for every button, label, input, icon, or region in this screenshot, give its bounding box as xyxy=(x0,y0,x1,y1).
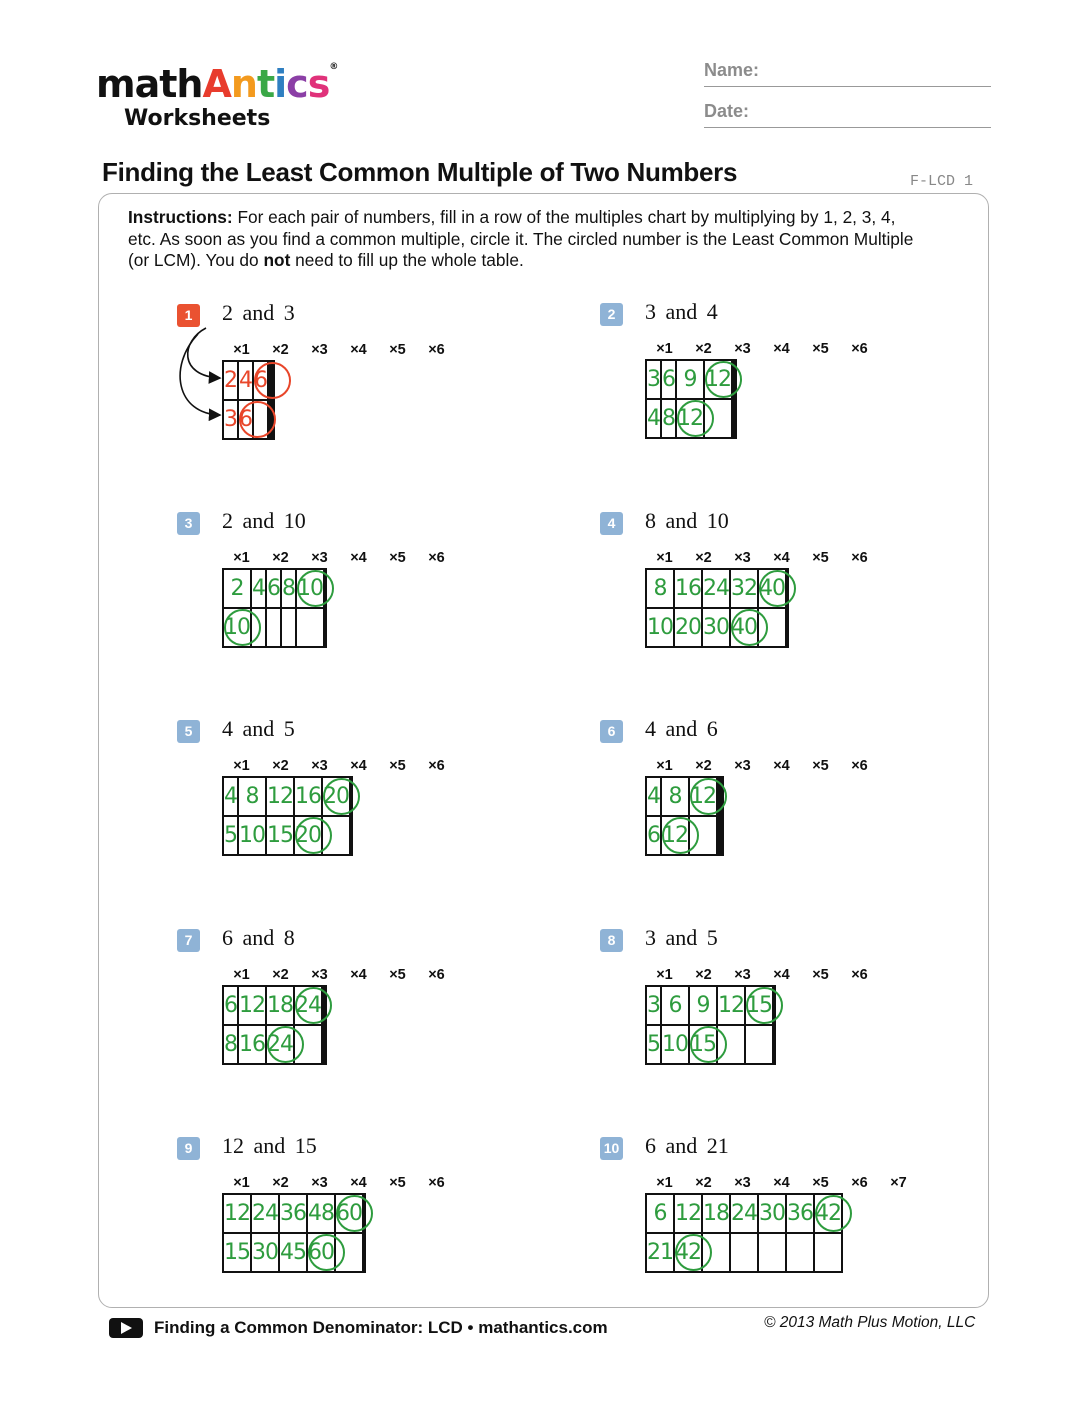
chart-cell[interactable]: 18 xyxy=(266,986,294,1025)
multiplier-label: ×2 xyxy=(695,1175,712,1191)
multiples-chart xyxy=(645,359,737,439)
multiplier-label: ×6 xyxy=(851,1175,868,1191)
chart-cell[interactable]: 10 xyxy=(223,608,251,647)
chart-cell[interactable] xyxy=(730,1233,758,1272)
multiples-chart xyxy=(222,568,327,648)
chart-cell[interactable]: 15 xyxy=(223,1233,251,1272)
multiplier-label: ×1 xyxy=(656,967,673,983)
chart-cell[interactable]: 6 xyxy=(646,816,661,855)
name-field[interactable] xyxy=(704,60,991,87)
logo-letter: c xyxy=(286,62,308,106)
problem-number-badge: 7 xyxy=(177,929,200,952)
problem-number-badge: 2 xyxy=(600,303,623,326)
chart-cell[interactable]: 40 xyxy=(730,608,758,647)
chart-row xyxy=(223,1025,326,1064)
chart-cell[interactable]: 12 xyxy=(266,777,294,816)
multiplier-label: ×3 xyxy=(311,967,328,983)
chart-cell[interactable] xyxy=(322,816,350,855)
chart-cell[interactable]: 10 xyxy=(661,1025,689,1064)
multiplier-label: ×5 xyxy=(812,967,829,983)
chart-cell[interactable]: 12 xyxy=(676,399,704,438)
chart-cell[interactable]: 5 xyxy=(223,816,238,855)
chart-cell[interactable]: 12 xyxy=(674,1194,702,1233)
chart-cell[interactable]: 42 xyxy=(814,1194,842,1233)
multiples-chart xyxy=(222,776,353,856)
chart-cell[interactable]: 42 xyxy=(674,1233,702,1272)
number-pair-label: 6 and 8 xyxy=(222,925,295,950)
chart-cell[interactable]: 16 xyxy=(238,1025,266,1064)
number-pair-label: 3 and 5 xyxy=(645,925,718,950)
math-antics-logo xyxy=(96,62,338,142)
chart-cell[interactable]: 10 xyxy=(646,608,674,647)
chart-cell[interactable]: 24 xyxy=(730,1194,758,1233)
multiplier-label: ×7 xyxy=(890,1175,907,1191)
chart-cell[interactable] xyxy=(251,608,266,647)
chart-row xyxy=(223,986,326,1025)
chart-cell[interactable]: 6 xyxy=(266,569,281,608)
multiplier-label: ×5 xyxy=(389,550,406,566)
chart-cell[interactable]: 8 xyxy=(661,777,689,816)
multiplier-label: ×5 xyxy=(389,758,406,774)
number-pair-label: 6 and 21 xyxy=(645,1133,729,1158)
multiplier-label: ×4 xyxy=(773,341,790,357)
chart-cell[interactable]: 24 xyxy=(251,1194,279,1233)
multiplier-label: ×5 xyxy=(389,1175,406,1191)
chart-cell[interactable]: 10 xyxy=(296,569,324,608)
chart-row xyxy=(646,816,723,855)
chart-cell[interactable]: 6 xyxy=(661,986,689,1025)
chart-cell[interactable]: 4 xyxy=(223,777,238,816)
multiplier-label: ×3 xyxy=(734,550,751,566)
chart-cell[interactable]: 48 xyxy=(307,1194,335,1233)
chart-row xyxy=(223,361,274,400)
problem-number-badge: 3 xyxy=(177,512,200,535)
copyright: © 2013 Math Plus Motion, LLC xyxy=(764,1314,976,1331)
multiplier-label: ×3 xyxy=(311,342,328,358)
chart-cell[interactable]: 8 xyxy=(238,777,266,816)
chart-cell[interactable] xyxy=(272,361,274,400)
chart-cell[interactable]: 12 xyxy=(223,1194,251,1233)
multiplier-label: ×5 xyxy=(812,1175,829,1191)
multiplier-label: ×6 xyxy=(428,342,445,358)
footer-link[interactable]: Finding a Common Denominator: LCD • mathantics.com xyxy=(154,1318,608,1337)
chart-cell[interactable]: 45 xyxy=(279,1233,307,1272)
chart-cell[interactable]: 4 xyxy=(238,361,253,400)
multiplier-label: ×3 xyxy=(734,758,751,774)
chart-cell[interactable]: 24 xyxy=(294,986,322,1025)
chart-row xyxy=(646,1025,775,1064)
multiplier-label: ×4 xyxy=(350,758,367,774)
instructions-text-a: For each pair of numbers, fill in a row of the multiples chart by multiplying by 1, 2, 3, 4, etc. As soon as you find a common multiple, circle it. The circled number is the Least Common Multiple (or LCM). You do xyxy=(128,207,914,271)
chart-cell[interactable]: 6 xyxy=(223,986,238,1025)
chart-cell[interactable] xyxy=(296,608,324,647)
chart-cell[interactable]: 20 xyxy=(294,816,322,855)
chart-cell[interactable]: 4 xyxy=(251,569,266,608)
multiples-chart xyxy=(222,1193,366,1273)
chart-row xyxy=(223,608,326,647)
chart-row xyxy=(646,1233,842,1272)
chart-cell[interactable]: 60 xyxy=(307,1233,335,1272)
arrow-to-row-2 xyxy=(180,334,220,415)
multiplier-label: ×6 xyxy=(851,550,868,566)
date-label: Date: xyxy=(704,101,750,121)
chart-cell[interactable] xyxy=(324,986,326,1025)
multiplier-label: ×2 xyxy=(695,550,712,566)
chart-cell[interactable]: 6 xyxy=(646,1194,674,1233)
multiplier-label: ×2 xyxy=(695,341,712,357)
number-pair-label: 2 and 10 xyxy=(222,508,306,533)
chart-cell[interactable] xyxy=(363,1194,365,1233)
chart-cell[interactable] xyxy=(324,1025,326,1064)
chart-cell[interactable] xyxy=(786,1233,814,1272)
multiplier-label: ×4 xyxy=(773,967,790,983)
chart-cell[interactable]: 18 xyxy=(702,1194,730,1233)
chart-cell[interactable] xyxy=(281,608,296,647)
multiplier-label: ×4 xyxy=(350,1175,367,1191)
worksheet-code: F-LCD 1 xyxy=(910,173,974,190)
multiplier-label: ×3 xyxy=(311,1175,328,1191)
multiplier-label: ×5 xyxy=(812,758,829,774)
logo-registered-mark: ® xyxy=(329,62,338,72)
multiplier-label: ×5 xyxy=(389,967,406,983)
multiplier-label: ×1 xyxy=(233,1175,250,1191)
logo-letter: n xyxy=(230,62,257,106)
chart-cell[interactable]: 15 xyxy=(689,1025,717,1064)
logo-math-text: math xyxy=(96,62,203,106)
chart-row xyxy=(223,569,326,608)
chart-cell[interactable] xyxy=(253,400,268,439)
multiplier-label: ×3 xyxy=(734,967,751,983)
problem-number-badge: 1 xyxy=(177,304,200,327)
chart-cell[interactable]: 9 xyxy=(676,360,704,399)
chart-cell[interactable]: 8 xyxy=(281,569,296,608)
multiplier-label: ×6 xyxy=(428,967,445,983)
chart-cell[interactable]: 12 xyxy=(717,986,745,1025)
chart-cell[interactable]: 8 xyxy=(223,1025,238,1064)
chart-cell[interactable] xyxy=(702,1233,730,1272)
multiplier-label: ×4 xyxy=(350,967,367,983)
number-pair-label: 2 and 3 xyxy=(222,300,295,325)
chart-cell[interactable]: 36 xyxy=(786,1194,814,1233)
chart-row xyxy=(223,816,352,855)
chart-cell[interactable]: 21 xyxy=(646,1233,674,1272)
number-pair-label: 8 and 10 xyxy=(645,508,729,533)
chart-cell[interactable] xyxy=(350,816,352,855)
chart-cell[interactable]: 12 xyxy=(238,986,266,1025)
chart-cell[interactable]: 15 xyxy=(745,986,773,1025)
chart-cell[interactable] xyxy=(272,400,274,439)
chart-cell[interactable]: 12 xyxy=(689,777,717,816)
multiplier-label: ×6 xyxy=(428,1175,445,1191)
multiples-chart xyxy=(222,360,275,440)
multiplier-label: ×1 xyxy=(656,758,673,774)
multiples-chart xyxy=(645,568,789,648)
chart-cell[interactable]: 16 xyxy=(674,569,702,608)
problem-number-badge: 9 xyxy=(177,1137,200,1160)
number-pair-label: 3 and 4 xyxy=(645,299,718,324)
chart-cell[interactable]: 15 xyxy=(266,816,294,855)
arrow-to-row-1 xyxy=(188,328,220,378)
chart-row xyxy=(223,1194,365,1233)
chart-cell[interactable]: 30 xyxy=(758,1194,786,1233)
chart-cell[interactable]: 9 xyxy=(689,986,717,1025)
multiplier-label: ×2 xyxy=(272,550,289,566)
chart-row xyxy=(646,399,736,438)
chart-cell[interactable]: 12 xyxy=(704,360,732,399)
multiples-chart xyxy=(645,776,724,856)
chart-cell[interactable] xyxy=(786,569,788,608)
chart-cell[interactable] xyxy=(266,608,281,647)
chart-cell[interactable] xyxy=(721,777,723,816)
chart-cell[interactable] xyxy=(294,1025,322,1064)
instructions-text-b: need to fill up the whole table. xyxy=(290,250,524,271)
multiplier-label: ×2 xyxy=(272,967,289,983)
multiplier-label: ×4 xyxy=(350,342,367,358)
chart-cell[interactable]: 3 xyxy=(223,400,238,439)
multiplier-label: ×4 xyxy=(773,1175,790,1191)
chart-cell[interactable] xyxy=(363,1233,365,1272)
chart-cell[interactable]: 2 xyxy=(223,361,238,400)
multiplier-label: ×3 xyxy=(311,550,328,566)
multiplier-label: ×1 xyxy=(656,1175,673,1191)
multiplier-label: ×2 xyxy=(272,1175,289,1191)
chart-cell[interactable] xyxy=(721,816,723,855)
logo-antics-text xyxy=(202,62,329,106)
chart-row xyxy=(646,777,723,816)
chart-row xyxy=(223,1233,365,1272)
logo-letter: i xyxy=(274,62,287,106)
multiplier-label: ×6 xyxy=(428,758,445,774)
chart-cell[interactable]: 20 xyxy=(674,608,702,647)
chart-cell[interactable]: 16 xyxy=(294,777,322,816)
multiplier-label: ×6 xyxy=(851,341,868,357)
chart-cell[interactable]: 40 xyxy=(758,569,786,608)
multiples-chart xyxy=(222,985,327,1065)
chart-cell[interactable] xyxy=(335,1233,363,1272)
chart-cell[interactable]: 36 xyxy=(279,1194,307,1233)
chart-cell[interactable]: 4 xyxy=(646,777,661,816)
multiplier-label: ×3 xyxy=(734,341,751,357)
chart-cell[interactable] xyxy=(814,1233,842,1272)
chart-row xyxy=(223,400,274,439)
problem-number-badge: 5 xyxy=(177,720,200,743)
number-pair-label: 4 and 5 xyxy=(222,716,295,741)
chart-cell[interactable] xyxy=(324,569,326,608)
multiples-chart xyxy=(645,985,776,1065)
instructions-label: Instructions: xyxy=(128,207,233,227)
chart-cell[interactable] xyxy=(704,399,732,438)
chart-cell[interactable]: 24 xyxy=(266,1025,294,1064)
multiplier-label: ×3 xyxy=(311,758,328,774)
chart-cell[interactable]: 32 xyxy=(730,569,758,608)
chart-row xyxy=(646,1194,842,1233)
chart-cell[interactable] xyxy=(734,399,736,438)
chart-cell[interactable]: 8 xyxy=(661,399,676,438)
chart-cell[interactable] xyxy=(734,360,736,399)
chart-cell[interactable]: 6 xyxy=(661,360,676,399)
chart-cell[interactable]: 6 xyxy=(253,361,268,400)
multiplier-label: ×3 xyxy=(734,1175,751,1191)
number-pair-label: 12 and 15 xyxy=(222,1133,317,1158)
chart-row xyxy=(646,986,775,1025)
multiplier-label: ×5 xyxy=(812,550,829,566)
chart-cell[interactable] xyxy=(717,1025,745,1064)
chart-cell[interactable] xyxy=(350,777,352,816)
page-title: Finding the Least Common Multiple of Two Numbers xyxy=(102,157,738,187)
multiplier-label: ×6 xyxy=(851,758,868,774)
chart-cell[interactable] xyxy=(786,608,788,647)
chart-cell[interactable] xyxy=(324,608,326,647)
chart-cell[interactable]: 12 xyxy=(661,816,689,855)
multiplier-label: ×1 xyxy=(656,550,673,566)
problem-number-badge: 10 xyxy=(600,1137,623,1160)
chart-cell[interactable]: 4 xyxy=(646,399,661,438)
chart-cell[interactable]: 2 xyxy=(223,569,251,608)
chart-cell[interactable]: 10 xyxy=(238,816,266,855)
chart-row xyxy=(223,777,352,816)
problem-number-badge: 6 xyxy=(600,720,623,743)
chart-row xyxy=(646,360,736,399)
chart-cell[interactable]: 24 xyxy=(702,569,730,608)
chart-cell[interactable]: 60 xyxy=(335,1194,363,1233)
multiplier-label: ×1 xyxy=(233,758,250,774)
problem-number-badge: 8 xyxy=(600,929,623,952)
multiples-chart xyxy=(645,1193,843,1273)
multiplier-label: ×1 xyxy=(233,550,250,566)
chart-cell[interactable]: 30 xyxy=(702,608,730,647)
multiplier-label: ×4 xyxy=(350,550,367,566)
multiplier-label: ×2 xyxy=(272,342,289,358)
date-field[interactable] xyxy=(704,101,991,128)
multiplier-label: ×4 xyxy=(773,758,790,774)
multiplier-label: ×1 xyxy=(233,342,250,358)
play-icon[interactable] xyxy=(109,1318,143,1338)
logo-letter: t xyxy=(256,62,275,106)
logo-letter: A xyxy=(202,62,231,106)
chart-cell[interactable]: 8 xyxy=(646,569,674,608)
multiplier-label: ×6 xyxy=(851,967,868,983)
number-pair-label: 4 and 6 xyxy=(645,716,718,741)
chart-cell[interactable]: 3 xyxy=(646,360,661,399)
multiplier-label: ×2 xyxy=(695,967,712,983)
multiplier-label: ×1 xyxy=(656,341,673,357)
problem-number-badge: 4 xyxy=(600,512,623,535)
chart-cell[interactable] xyxy=(773,1025,775,1064)
chart-cell[interactable]: 6 xyxy=(238,400,253,439)
multiplier-label: ×5 xyxy=(812,341,829,357)
multiplier-label: ×2 xyxy=(272,758,289,774)
multiplier-label: ×2 xyxy=(695,758,712,774)
chart-cell[interactable] xyxy=(773,986,775,1025)
chart-row xyxy=(646,569,788,608)
chart-cell[interactable]: 20 xyxy=(322,777,350,816)
instructions-bold: not xyxy=(263,250,291,271)
instructions xyxy=(128,207,928,272)
chart-cell[interactable] xyxy=(758,608,786,647)
chart-cell[interactable] xyxy=(745,1025,773,1064)
logo-wordmark xyxy=(96,62,337,106)
chart-cell[interactable] xyxy=(689,816,717,855)
name-label: Name: xyxy=(704,60,760,80)
logo-letter: s xyxy=(307,62,330,106)
chart-cell[interactable]: 30 xyxy=(251,1233,279,1272)
chart-cell[interactable]: 5 xyxy=(646,1025,661,1064)
chart-cell[interactable] xyxy=(758,1233,786,1272)
chart-row xyxy=(646,608,788,647)
logo-worksheets-text: Worksheets xyxy=(124,106,271,131)
multiplier-label: ×1 xyxy=(233,967,250,983)
multiplier-label: ×5 xyxy=(389,342,406,358)
multiplier-label: ×4 xyxy=(773,550,790,566)
chart-cell[interactable]: 3 xyxy=(646,986,661,1025)
multiplier-label: ×6 xyxy=(428,550,445,566)
